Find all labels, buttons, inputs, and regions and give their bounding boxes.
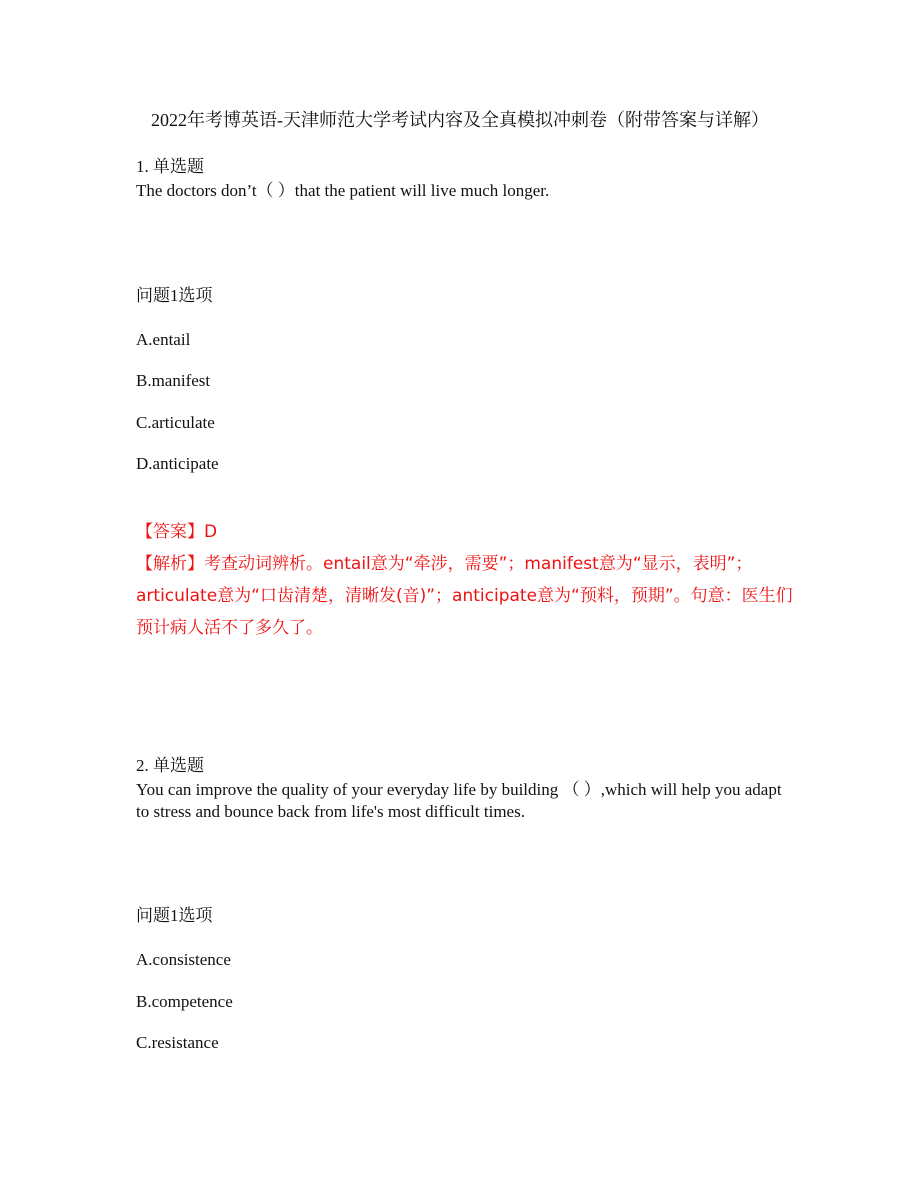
question-1-option-b: B.manifest (136, 371, 211, 390)
question-1-option-d: D.anticipate (136, 454, 219, 473)
question-1-answer: 【答案】D (136, 522, 218, 542)
question-2-option-b: B.competence (136, 992, 233, 1011)
question-2-options-label: 问题1选项 (136, 906, 213, 925)
question-2-option-a: A.consistence (136, 950, 231, 969)
question-1-options-label: 问题1选项 (136, 286, 213, 305)
question-1-stem: The doctors don’t（ ）that the patient will live much longer. (136, 181, 550, 200)
page-title: 2022年考博英语-天津师范大学考试内容及全真模拟冲刺卷（附带答案与详解） (151, 110, 769, 130)
question-1-option-c: C.articulate (136, 413, 215, 432)
question-1-header: 1. 单选题 (136, 157, 204, 176)
question-2-header: 2. 单选题 (136, 756, 204, 775)
question-1-option-a: A.entail (136, 330, 191, 349)
question-1-analysis: 【解析】考查动词辨析。entail意为“牵涉，需要”；manifest意为“显示，表明”；articulate意为“口齿清楚，清晰发(音)”；anticipate意为“预料，预期”。句意：医生们预计病人活不了多久了。 (136, 554, 793, 638)
question-2-stem: You can improve the quality of your everyday life by building （ ）,which will help you adapt to stress and bounce back from life's most difficult times. (136, 780, 782, 821)
question-2-option-c: C.resistance (136, 1033, 219, 1052)
